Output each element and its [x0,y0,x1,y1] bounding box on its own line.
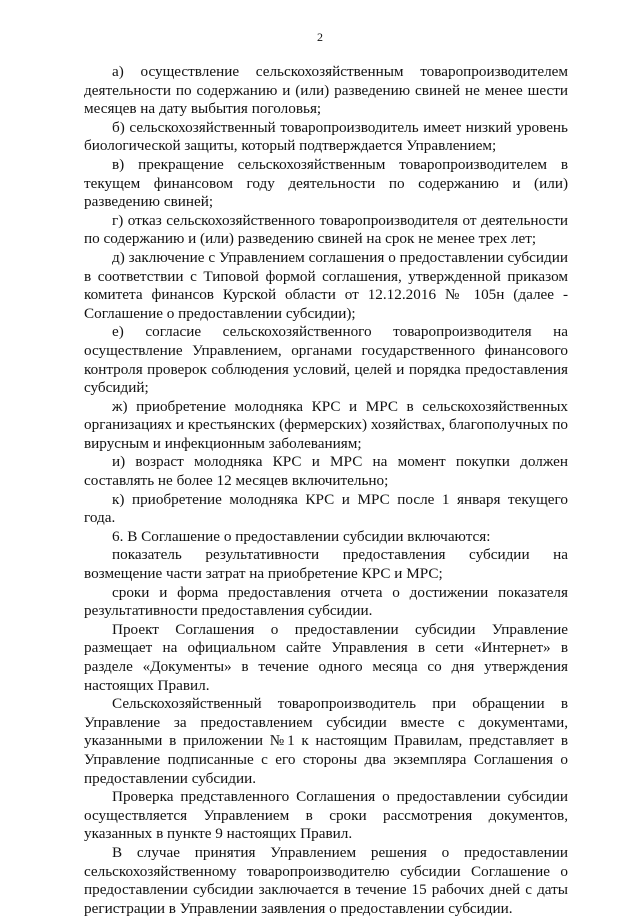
paragraph-condition-g: г) отказ сельскохозяйственного товаропроизводителя от деятельности по содержанию и (или) разведению свиней на срок не менее трех лет; [84,211,568,248]
paragraph-draft-agreement: Проект Соглашения о предоставлении субсидии Управление размещает на официальном сайте Управления в сети «Интернет» в разделе «Документы» в течение одного месяца со дня утверждения настоящих Правил. [84,620,568,694]
paragraph-condition-a: а) осуществление сельскохозяйственным товаропроизводителем деятельности по содержанию и (или) разведению свиней не менее шести месяцев на дату выбытия поголовья; [84,63,568,118]
paragraph-indicator: показатель результативности предоставления субсидии на возмещение части затрат на приобретение КРС и МРС; [84,546,568,583]
paragraph-condition-zh: ж) приобретение молодняка КРС и МРС в сельскохозяйственных организациях и крестьянских (фермерских) хозяйствах, благополучных по вирусным и инфекционным заболеваниям; [84,397,568,452]
paragraph-condition-v: в) прекращение сельскохозяйственным товаропроизводителем в текущем финансовом году деятельности по содержанию и (или) разведению свиней; [84,155,568,211]
paragraph-condition-d: д) заключение с Управлением соглашения о предоставлении субсидии в соответствии с Типовой формой соглашения, утвержденной приказом комитета финансов Курской области от 12.12.2016 № 105н (далее - Соглашение о предоставлении субсидии); [84,248,568,322]
paragraph-condition-e: е) согласие сельскохозяйственного товаропроизводителя на осуществление Управлением, органами государственного финансового контроля проверок соблюдения условий, целей и порядка предоставления субсидий; [84,323,568,397]
paragraph-condition-i: и) возраст молодняка КРС и МРС на момент покупки должен составлять не более 12 месяцев включительно; [84,453,568,490]
paragraph-agreement-conclusion: В случае принятия Управлением решения о предоставлении сельскохозяйственному товаропроизводителю субсидии Соглашение о предоставлении субсидии заключается в течение 15 рабочих дней с даты регистрации в Управлении заявления о предоставлении субсидии. [84,843,568,917]
page-number: 2 [317,30,323,44]
paragraph-producer-application: Сельскохозяйственный товаропроизводитель при обращении в Управление за предоставлением субсидии вместе с документами, указанными в приложении №1 к настоящим Правилам, представляет в Управление подписанные с его стороны два экземпляра Соглашения о предоставлении субсидии. [84,695,568,787]
document-body [84,63,568,918]
paragraph-condition-k: к) приобретение молодняка КРС и МРС после 1 января текущего года. [84,490,568,527]
paragraph-agreement-check: Проверка представленного Соглашения о предоставлении субсидии осуществляется Управлением в сроки рассмотрения документов, указанных в пункте 9 настоящих Правил. [84,788,568,843]
paragraph-condition-b: б) сельскохозяйственный товаропроизводитель имеет низкий уровень биологической защиты, который подтверждается Управлением; [84,118,568,155]
paragraph-report-terms: сроки и форма предоставления отчета о достижении показателя результативности предоставления субсидии. [84,583,568,620]
paragraph-section-6: 6. В Соглашение о предоставлении субсидии включаются: [112,527,491,545]
